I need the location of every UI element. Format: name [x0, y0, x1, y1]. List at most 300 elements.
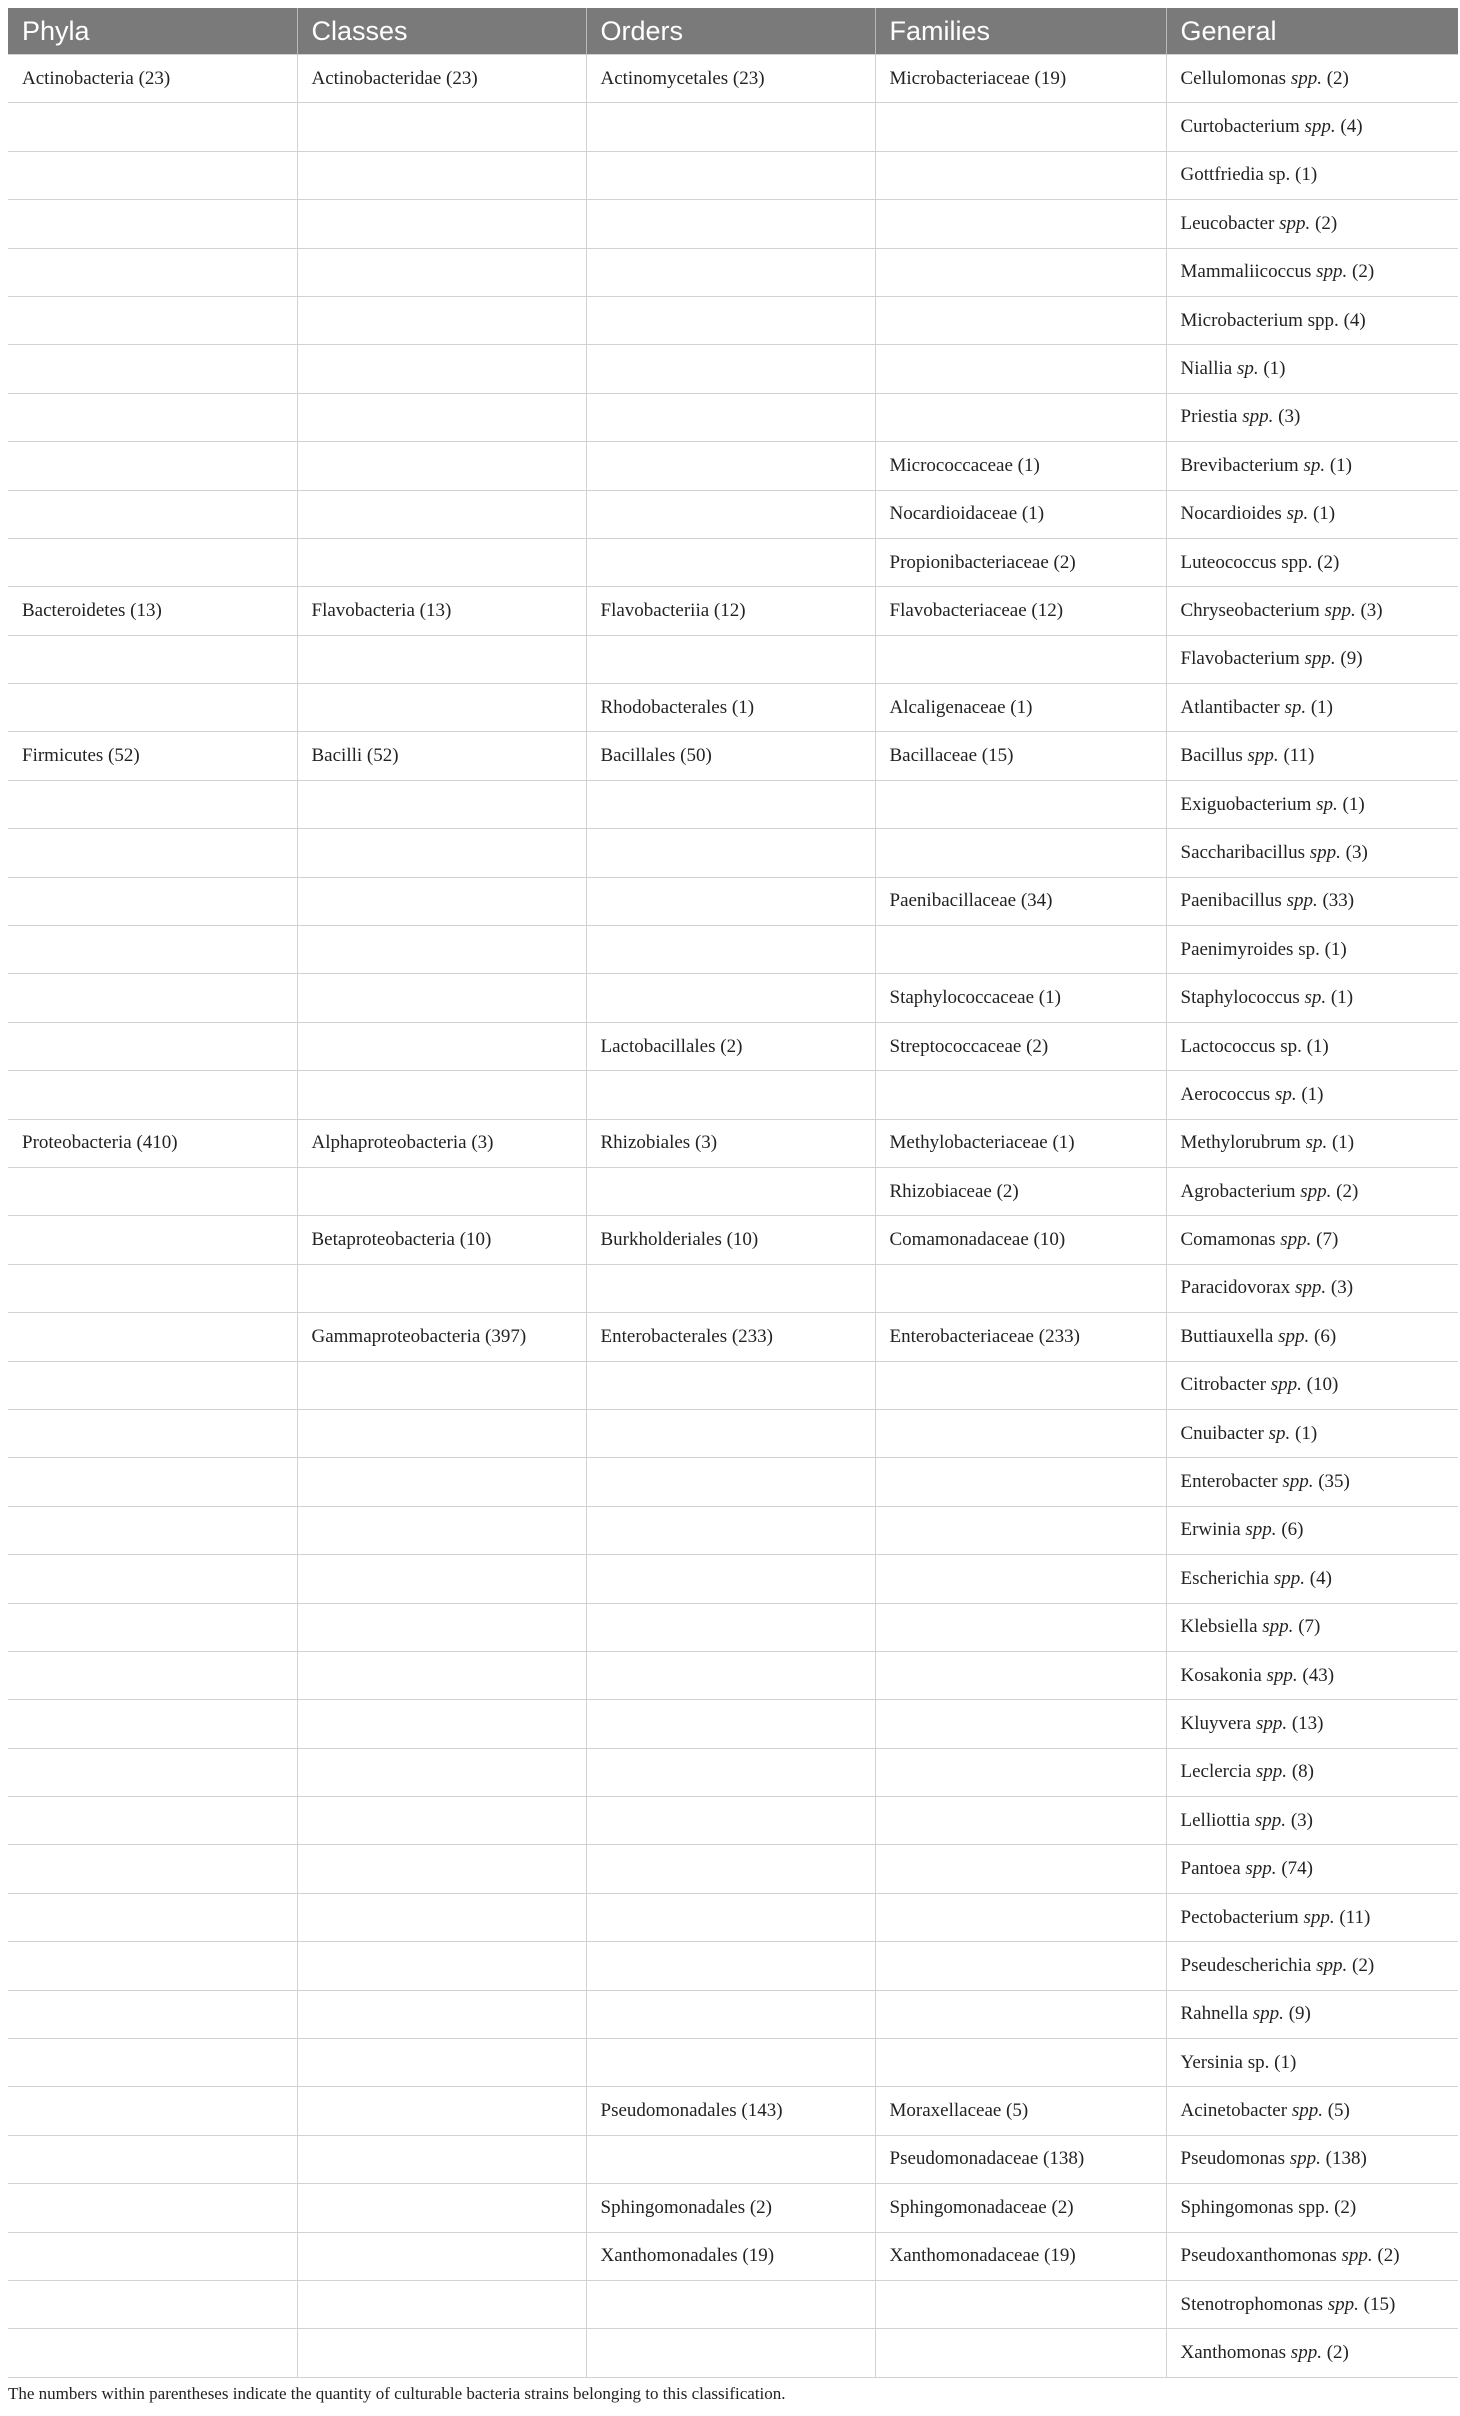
- genus-qualifier: spp.: [1255, 1712, 1288, 1734]
- genus-name: Microbacterium: [1180, 309, 1303, 331]
- table-row: [8, 2184, 1458, 2232]
- cell-genus: [1166, 1603, 1458, 1651]
- cell-phylum: [8, 538, 297, 586]
- column-header-general: General: [1166, 8, 1458, 55]
- genus-qualifier: spp.: [1298, 2196, 1330, 2218]
- cell-phylum: [8, 248, 297, 296]
- genus-count: (35): [1318, 1471, 1350, 1493]
- cell-family: [875, 1361, 1166, 1409]
- genus-name: Agrobacterium: [1180, 1180, 1296, 1202]
- genus-count: (11): [1283, 745, 1315, 767]
- table-row: [8, 635, 1458, 683]
- cell-class: [297, 1022, 586, 1070]
- cell-order: Sphingomonadales (2): [586, 2184, 875, 2232]
- cell-phylum: [8, 200, 297, 248]
- cell-family: [875, 200, 1166, 248]
- cell-class: [297, 2087, 586, 2135]
- genus-qualifier: sp.: [1268, 164, 1291, 186]
- cell-phylum: [8, 2135, 297, 2183]
- cell-class: [297, 1893, 586, 1941]
- table-row: [8, 926, 1458, 974]
- cell-class: [297, 1361, 586, 1409]
- cell-phylum: [8, 1893, 297, 1941]
- genus-count: (1): [1306, 1035, 1329, 1057]
- table-row: [8, 2280, 1458, 2328]
- genus-qualifier: spp.: [1309, 841, 1341, 863]
- cell-genus: [1166, 296, 1458, 344]
- table-row: [8, 780, 1458, 828]
- genus-qualifier: spp.: [1289, 2148, 1321, 2170]
- genus-count: (11): [1339, 1906, 1371, 1928]
- cell-genus: [1166, 538, 1458, 586]
- genus-count: (7): [1298, 1616, 1321, 1638]
- cell-phylum: [8, 1167, 297, 1215]
- genus-qualifier: spp.: [1281, 551, 1313, 573]
- genus-qualifier: spp.: [1304, 648, 1336, 670]
- cell-family: Bacillaceae (15): [875, 732, 1166, 780]
- cell-phylum: [8, 1264, 297, 1312]
- cell-class: [297, 200, 586, 248]
- cell-phylum: [8, 1700, 297, 1748]
- cell-order: [586, 1748, 875, 1796]
- genus-qualifier: spp.: [1282, 1471, 1314, 1493]
- cell-family: [875, 151, 1166, 199]
- cell-class: [297, 248, 586, 296]
- cell-family: [875, 926, 1166, 974]
- cell-phylum: [8, 1748, 297, 1796]
- table-row: [8, 1893, 1458, 1941]
- cell-order: Actinomycetales (23): [586, 55, 875, 103]
- cell-phylum: [8, 1797, 297, 1845]
- cell-family: Paenibacillaceae (34): [875, 877, 1166, 925]
- genus-qualifier: spp.: [1254, 1809, 1287, 1831]
- genus-qualifier: spp.: [1255, 1761, 1288, 1783]
- cell-genus: [1166, 2232, 1458, 2280]
- genus-qualifier: spp.: [1245, 1519, 1277, 1541]
- cell-genus: [1166, 732, 1458, 780]
- cell-order: [586, 1071, 875, 1119]
- genus-count: (10): [1306, 1374, 1339, 1396]
- genus-name: Bacillus: [1180, 745, 1243, 767]
- cell-family: [875, 1700, 1166, 1748]
- cell-class: [297, 1555, 586, 1603]
- cell-phylum: [8, 1361, 297, 1409]
- genus-count: (2): [1352, 261, 1375, 283]
- cell-order: [586, 393, 875, 441]
- genus-name: Rahnella: [1180, 2003, 1249, 2025]
- cell-order: Enterobacterales (233): [586, 1313, 875, 1361]
- genus-count: (8): [1291, 1761, 1314, 1783]
- cell-class: [297, 103, 586, 151]
- cell-class: [297, 780, 586, 828]
- cell-family: Flavobacteriaceae (12): [875, 587, 1166, 635]
- cell-genus: [1166, 103, 1458, 151]
- genus-qualifier: spp.: [1280, 1229, 1312, 1251]
- genus-name: Lactococcus: [1180, 1035, 1276, 1057]
- cell-phylum: [8, 2280, 297, 2328]
- cell-genus: [1166, 2329, 1458, 2377]
- genus-count: (4): [1309, 1567, 1332, 1589]
- cell-genus: [1166, 1409, 1458, 1457]
- table-row: [8, 1748, 1458, 1796]
- cell-phylum: [8, 1555, 297, 1603]
- cell-family: [875, 635, 1166, 683]
- genus-count: (1): [1329, 454, 1352, 476]
- cell-phylum: [8, 490, 297, 538]
- cell-class: Bacilli (52): [297, 732, 586, 780]
- genus-name: Kosakonia: [1180, 1664, 1262, 1686]
- genus-qualifier: spp.: [1304, 116, 1336, 138]
- genus-count: (9): [1288, 2003, 1311, 2025]
- column-header-families: Families: [875, 8, 1166, 55]
- cell-order: Bacillales (50): [586, 732, 875, 780]
- genus-name: Citrobacter: [1180, 1374, 1266, 1396]
- table-row: [8, 1458, 1458, 1506]
- genus-name: Acinetobacter: [1180, 2100, 1288, 2122]
- cell-family: [875, 103, 1166, 151]
- cell-class: [297, 1071, 586, 1119]
- cell-genus: [1166, 1167, 1458, 1215]
- genus-qualifier: sp.: [1280, 1035, 1302, 1057]
- cell-order: [586, 1264, 875, 1312]
- cell-order: [586, 103, 875, 151]
- table-row: [8, 1167, 1458, 1215]
- genus-count: (2): [1334, 2196, 1357, 2218]
- genus-name: Staphylococcus: [1180, 987, 1300, 1009]
- cell-order: [586, 1942, 875, 1990]
- taxonomy-table: [8, 8, 1458, 2378]
- cell-family: Rhizobiaceae (2): [875, 1167, 1166, 1215]
- genus-qualifier: spp.: [1327, 2293, 1359, 2315]
- cell-phylum: [8, 2087, 297, 2135]
- genus-count: (74): [1281, 1858, 1313, 1880]
- cell-class: Alphaproteobacteria (3): [297, 1119, 586, 1167]
- table-row: [8, 1651, 1458, 1699]
- genus-count: (1): [1274, 2051, 1297, 2073]
- cell-order: Burkholderiales (10): [586, 1216, 875, 1264]
- cell-class: [297, 151, 586, 199]
- genus-count: (2): [1352, 1954, 1375, 1976]
- genus-count: (2): [1326, 2342, 1349, 2364]
- genus-qualifier: spp.: [1294, 1277, 1327, 1299]
- cell-class: [297, 2135, 586, 2183]
- cell-class: [297, 538, 586, 586]
- taxonomy-table-container: [8, 8, 1458, 2378]
- genus-name: Methylorubrum: [1180, 1132, 1301, 1154]
- cell-genus: [1166, 829, 1458, 877]
- genus-name: Chryseobacterium: [1180, 599, 1320, 621]
- cell-class: [297, 1797, 586, 1845]
- cell-order: [586, 1167, 875, 1215]
- cell-phylum: [8, 877, 297, 925]
- column-header-phyla: Phyla: [8, 8, 297, 55]
- cell-order: [586, 1506, 875, 1554]
- genus-name: Luteococcus: [1180, 551, 1277, 573]
- cell-phylum: Proteobacteria (410): [8, 1119, 297, 1167]
- table-row: [8, 103, 1458, 151]
- cell-phylum: Bacteroidetes (13): [8, 587, 297, 635]
- cell-genus: [1166, 393, 1458, 441]
- genus-name: Exiguobacterium: [1180, 793, 1312, 815]
- genus-qualifier: spp.: [1278, 1325, 1310, 1347]
- genus-count: (2): [1315, 212, 1338, 234]
- genus-qualifier: spp.: [1307, 309, 1339, 331]
- cell-genus: [1166, 780, 1458, 828]
- table-row: [8, 490, 1458, 538]
- cell-genus: [1166, 1506, 1458, 1554]
- genus-name: Leclercia: [1180, 1761, 1252, 1783]
- table-row: [8, 1555, 1458, 1603]
- genus-count: (2): [1326, 67, 1349, 89]
- genus-count: (1): [1301, 1083, 1324, 1105]
- cell-family: Nocardioidaceae (1): [875, 490, 1166, 538]
- genus-name: Paenimyroides: [1180, 938, 1294, 960]
- genus-qualifier: spp.: [1286, 890, 1318, 912]
- cell-family: [875, 829, 1166, 877]
- cell-order: [586, 1700, 875, 1748]
- cell-genus: [1166, 1264, 1458, 1312]
- genus-qualifier: sp.: [1316, 793, 1338, 815]
- genus-count: (3): [1345, 841, 1368, 863]
- genus-name: Stenotrophomonas: [1180, 2293, 1323, 2315]
- cell-class: [297, 2329, 586, 2377]
- cell-family: [875, 345, 1166, 393]
- table-row: [8, 587, 1458, 635]
- genus-qualifier: spp.: [1247, 745, 1279, 767]
- cell-family: [875, 1071, 1166, 1119]
- genus-name: Escherichia: [1180, 1567, 1270, 1589]
- cell-genus: [1166, 2039, 1458, 2087]
- cell-order: [586, 877, 875, 925]
- cell-family: [875, 2039, 1166, 2087]
- cell-class: [297, 345, 586, 393]
- cell-genus: [1166, 345, 1458, 393]
- genus-qualifier: spp.: [1245, 1858, 1277, 1880]
- genus-count: (1): [1295, 164, 1318, 186]
- cell-phylum: [8, 1942, 297, 1990]
- table-row: [8, 684, 1458, 732]
- genus-count: (6): [1281, 1519, 1304, 1541]
- cell-genus: [1166, 200, 1458, 248]
- genus-count: (1): [1324, 938, 1347, 960]
- genus-qualifier: spp.: [1300, 1180, 1332, 1202]
- cell-genus: [1166, 1990, 1458, 2038]
- table-row: [8, 2135, 1458, 2183]
- genus-name: Pseudescherichia: [1180, 1954, 1312, 1976]
- cell-family: [875, 1409, 1166, 1457]
- cell-genus: [1166, 55, 1458, 103]
- table-row: [8, 2232, 1458, 2280]
- genus-qualifier: sp.: [1286, 503, 1309, 525]
- cell-genus: [1166, 490, 1458, 538]
- cell-family: Microbacteriaceae (19): [875, 55, 1166, 103]
- cell-phylum: [8, 2329, 297, 2377]
- cell-class: [297, 684, 586, 732]
- cell-genus: [1166, 974, 1458, 1022]
- cell-family: [875, 1942, 1166, 1990]
- cell-phylum: [8, 780, 297, 828]
- cell-order: [586, 1651, 875, 1699]
- cell-genus: [1166, 877, 1458, 925]
- genus-qualifier: sp.: [1236, 358, 1259, 380]
- column-header-classes: Classes: [297, 8, 586, 55]
- cell-order: Rhizobiales (3): [586, 1119, 875, 1167]
- table-row: [8, 1845, 1458, 1893]
- cell-phylum: [8, 1022, 297, 1070]
- cell-class: [297, 490, 586, 538]
- cell-family: [875, 2329, 1166, 2377]
- cell-class: [297, 1990, 586, 2038]
- genus-qualifier: spp.: [1242, 406, 1274, 428]
- cell-family: Xanthomonadaceae (19): [875, 2232, 1166, 2280]
- cell-class: [297, 296, 586, 344]
- table-row: [8, 2329, 1458, 2377]
- genus-name: Flavobacterium: [1180, 648, 1300, 670]
- genus-count: (2): [1317, 551, 1340, 573]
- cell-order: [586, 1555, 875, 1603]
- cell-genus: [1166, 1797, 1458, 1845]
- genus-name: Nocardioides: [1180, 503, 1282, 525]
- genus-qualifier: spp.: [1316, 1954, 1348, 1976]
- genus-name: Yersinia: [1180, 2051, 1243, 2073]
- cell-order: [586, 200, 875, 248]
- cell-phylum: [8, 684, 297, 732]
- genus-count: (3): [1290, 1809, 1313, 1831]
- genus-name: Lelliottia: [1180, 1809, 1251, 1831]
- cell-phylum: [8, 296, 297, 344]
- cell-class: [297, 974, 586, 1022]
- cell-genus: [1166, 684, 1458, 732]
- cell-genus: [1166, 2135, 1458, 2183]
- cell-family: Moraxellaceae (5): [875, 2087, 1166, 2135]
- cell-phylum: [8, 1409, 297, 1457]
- genus-count: (4): [1340, 116, 1363, 138]
- cell-order: [586, 635, 875, 683]
- genus-qualifier: spp.: [1290, 67, 1322, 89]
- cell-class: [297, 1700, 586, 1748]
- cell-genus: [1166, 1942, 1458, 1990]
- cell-order: [586, 1845, 875, 1893]
- cell-family: [875, 1458, 1166, 1506]
- cell-phylum: [8, 103, 297, 151]
- genus-name: Pantoea: [1180, 1858, 1241, 1880]
- cell-family: [875, 1990, 1166, 2038]
- cell-order: [586, 829, 875, 877]
- cell-class: Betaproteobacteria (10): [297, 1216, 586, 1264]
- cell-genus: [1166, 2087, 1458, 2135]
- genus-name: Atlantibacter: [1180, 696, 1280, 718]
- genus-name: Pectobacterium: [1180, 1906, 1299, 1928]
- table-row: [8, 974, 1458, 1022]
- table-header: [8, 8, 1458, 55]
- genus-name: Comamonas: [1180, 1229, 1276, 1251]
- cell-class: [297, 1603, 586, 1651]
- cell-family: Micrococcaceae (1): [875, 442, 1166, 490]
- genus-count: (15): [1363, 2293, 1396, 2315]
- genus-qualifier: spp.: [1279, 212, 1311, 234]
- cell-order: [586, 2280, 875, 2328]
- genus-name: Sphingomonas: [1180, 2196, 1294, 2218]
- table-body: [8, 55, 1458, 2378]
- genus-name: Brevibacterium: [1180, 454, 1299, 476]
- cell-order: [586, 442, 875, 490]
- cell-genus: [1166, 1119, 1458, 1167]
- genus-qualifier: sp.: [1274, 1083, 1297, 1105]
- genus-name: Buttiauxella: [1180, 1325, 1274, 1347]
- cell-class: [297, 926, 586, 974]
- cell-family: [875, 2280, 1166, 2328]
- cell-family: [875, 296, 1166, 344]
- column-header-orders: Orders: [586, 8, 875, 55]
- genus-qualifier: spp.: [1316, 261, 1348, 283]
- genus-count: (1): [1342, 793, 1365, 815]
- genus-qualifier: spp.: [1252, 2003, 1284, 2025]
- cell-family: Alcaligenaceae (1): [875, 684, 1166, 732]
- cell-family: [875, 1603, 1166, 1651]
- cell-genus: [1166, 1700, 1458, 1748]
- cell-phylum: [8, 1458, 297, 1506]
- table-row: [8, 442, 1458, 490]
- cell-class: [297, 2039, 586, 2087]
- cell-phylum: [8, 1603, 297, 1651]
- cell-class: Gammaproteobacteria (397): [297, 1313, 586, 1361]
- table-row: [8, 1313, 1458, 1361]
- cell-order: [586, 780, 875, 828]
- cell-family: [875, 1845, 1166, 1893]
- genus-count: (5): [1327, 2100, 1350, 2122]
- cell-class: Actinobacteridae (23): [297, 55, 586, 103]
- genus-qualifier: sp.: [1247, 2051, 1270, 2073]
- cell-phylum: [8, 829, 297, 877]
- genus-name: Priestia: [1180, 406, 1238, 428]
- table-row: [8, 248, 1458, 296]
- table-row: [8, 2039, 1458, 2087]
- cell-phylum: [8, 2184, 297, 2232]
- table-row: [8, 200, 1458, 248]
- cell-family: Staphylococcaceae (1): [875, 974, 1166, 1022]
- genus-count: (1): [1312, 503, 1336, 525]
- cell-order: Rhodobacterales (1): [586, 684, 875, 732]
- genus-name: Curtobacterium: [1180, 116, 1300, 138]
- cell-phylum: Firmicutes (52): [8, 732, 297, 780]
- genus-name: Paracidovorax: [1180, 1277, 1291, 1299]
- cell-family: [875, 780, 1166, 828]
- genus-name: Xanthomonas: [1180, 2342, 1287, 2364]
- table-row: [8, 1797, 1458, 1845]
- cell-order: [586, 2039, 875, 2087]
- cell-genus: [1166, 2184, 1458, 2232]
- table-row: [8, 538, 1458, 586]
- genus-qualifier: spp.: [1273, 1567, 1306, 1589]
- table-row: [8, 1361, 1458, 1409]
- cell-family: Sphingomonadaceae (2): [875, 2184, 1166, 2232]
- cell-genus: [1166, 1361, 1458, 1409]
- cell-order: [586, 1361, 875, 1409]
- cell-family: [875, 1506, 1166, 1554]
- genus-name: Paenibacillus: [1180, 890, 1282, 912]
- cell-family: Propionibacteriaceae (2): [875, 538, 1166, 586]
- genus-name: Cellulomonas: [1180, 67, 1287, 89]
- table-row: [8, 1409, 1458, 1457]
- cell-class: [297, 1167, 586, 1215]
- cell-order: [586, 1409, 875, 1457]
- cell-order: [586, 974, 875, 1022]
- cell-order: [586, 1797, 875, 1845]
- table-row: [8, 296, 1458, 344]
- cell-phylum: [8, 1990, 297, 2038]
- cell-genus: [1166, 1651, 1458, 1699]
- table-row: [8, 1990, 1458, 2038]
